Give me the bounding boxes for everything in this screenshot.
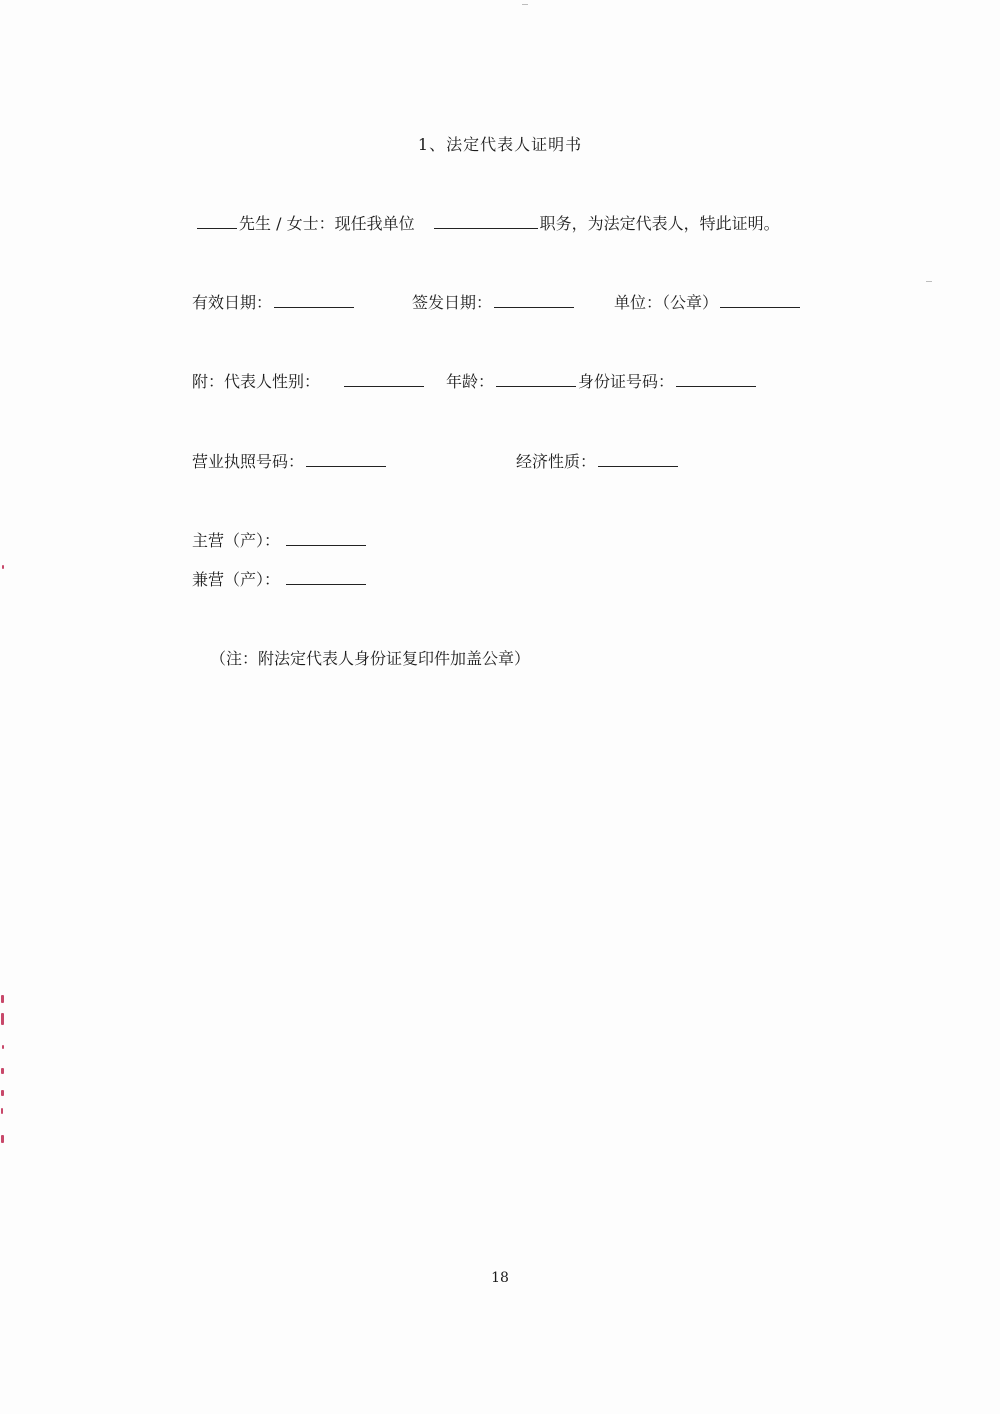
valid-date-blank[interactable]: [274, 291, 354, 308]
id-label: 身份证号码：: [578, 372, 675, 391]
statement-part1: 先生 / 女士：现任我单位: [239, 214, 415, 233]
scan-mark: [1, 1013, 4, 1025]
gender-blank[interactable]: [344, 370, 424, 387]
id-number-blank[interactable]: [676, 370, 756, 387]
side-business-field: [192, 568, 368, 591]
economic-nature-label: 经济性质：: [516, 452, 597, 471]
valid-date-field: [192, 291, 356, 314]
scan-mark: [2, 565, 4, 569]
scan-dust: [522, 4, 528, 5]
license-blank[interactable]: [306, 450, 386, 467]
scan-mark: [1, 1135, 4, 1143]
unit-seal-label: 单位：（公章）: [614, 293, 719, 312]
scan-dust: [926, 281, 932, 282]
unit-seal-blank[interactable]: [720, 291, 800, 308]
scan-mark: [2, 1045, 4, 1049]
page-number: 18: [491, 1270, 509, 1286]
scan-mark: [1, 1108, 3, 1114]
age-label: 年龄：: [446, 372, 495, 391]
main-business-label: 主营（产）：: [192, 531, 281, 550]
name-blank[interactable]: [197, 212, 237, 229]
main-business-blank[interactable]: [286, 529, 366, 546]
position-blank[interactable]: [434, 212, 538, 229]
footnote: （注：附法定代表人身份证复印件加盖公章）: [210, 649, 531, 668]
document-title: 1、法定代表人证明书: [417, 135, 583, 154]
age-blank[interactable]: [496, 370, 576, 387]
statement-part2: 职务，为法定代表人，特此证明。: [539, 214, 780, 233]
age-id-field: [446, 370, 758, 393]
side-business-label: 兼营（产）：: [192, 570, 281, 589]
issue-date-label: 签发日期：: [412, 293, 493, 312]
scan-mark: [1, 995, 4, 1003]
main-business-field: [192, 529, 368, 552]
gender-field: [192, 370, 426, 393]
issue-date-blank[interactable]: [494, 291, 574, 308]
unit-seal-field: [614, 291, 802, 314]
issue-date-field: [412, 291, 576, 314]
valid-date-label: 有效日期：: [192, 293, 273, 312]
side-business-blank[interactable]: [286, 568, 366, 585]
scan-mark: [1, 1068, 4, 1074]
economic-nature-blank[interactable]: [598, 450, 678, 467]
gender-label: 附：代表人性别：: [192, 372, 321, 391]
scan-mark: [1, 1090, 4, 1096]
license-label: 营业执照号码：: [192, 452, 305, 471]
statement-line: [195, 212, 780, 235]
economic-nature-field: [516, 450, 680, 473]
license-field: [192, 450, 388, 473]
